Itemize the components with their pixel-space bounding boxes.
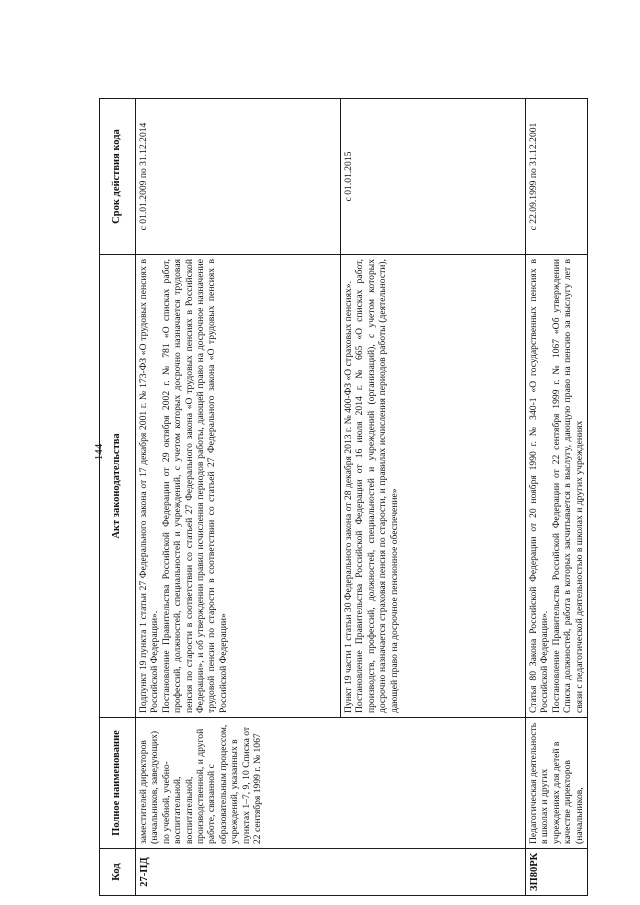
row-full-name: заместителей директоров (начальников, заведующих) по учебной, учебно-воспитательной, воспитательной, производственной, и другой работе, связанной с образовательным процессом, учреждений, указанных в пунктах 1–7, 9, 10 Списка от 22 сентября 1999 г. № 1067 [136,718,526,849]
row-full-name: Педагогическая деятельность в школах и других учреждениях для детей в качестве директоров (начальников, [526,718,588,849]
row-term: с 01.01.2009 по 31.12.2014 [136,99,341,255]
table-header-row [100,99,136,896]
row-term: с 01.01.2015 [341,99,526,255]
legislation-table [99,98,588,896]
table-row [136,99,341,896]
header-term: Срок действия кода [100,99,136,255]
row-code: 27-ПД [136,849,526,896]
act-paragraph: Статья 80 Закона Российской Федерации от 20 ноября 1990 г. № 340-1 «О государственных пенсиях в Российской Федерации». [528,259,551,713]
act-paragraph: Постановление Правительства Российской Федерации от 16 июля 2014 г. № 665 «О списках работ, производств, профессий, должностей, специальностей и учреждений (организаций), с учетом которых досрочно назначается страховая пенсия по старости, и правилах исчисления периодов работы (деятельности), дающей право на досрочное пенсионное обеспечение» [354,259,400,713]
page-number: 144 [93,443,105,461]
rotated-page [99,99,585,896]
header-code: Код [100,849,136,896]
row-code: ЗП80РК [526,849,588,896]
row-act [526,255,588,718]
rotated-content [99,99,585,896]
row-term: с 22.09.1999 по 31.12.2001 [526,99,588,255]
act-paragraph: Постановление Правительства Российской Федерации от 22 сентября 1999 г. № 1067 «Об утверждении Списка должностей, работа в которых засчитывается в выслугу, дающую право на пенсию за выслугу лет в связи с педагогической деятельностью в школах и других учреждениях [550,259,585,713]
act-paragraph: Пункт 19 части 1 статьи 30 Федерального закона от 28 декабря 2013 г. № 400-ФЗ «О страховых пенсиях». [343,281,354,713]
act-paragraph: Подпункт 19 пункта 1 статьи 27 Федерального закона от 17 декабря 2001 г. № 173-ФЗ «О трудовых пенсиях в Российской Федерации». [138,259,161,713]
header-act: Акт законодательства [100,255,136,718]
row-act [341,255,526,718]
header-full-name: Полное наименование [100,718,136,849]
table-row [526,99,588,896]
row-act [136,255,341,718]
act-paragraph: Постановление Правительства Российской Федерации от 29 октября 2002 г. № 781 «О списках работ, профессий, должностей, специальностей и учреждений, с учетом которых досрочно назначается трудовая пенсия по старости в соответствии со статьей 27 Федерального закона «О трудовых пенсиях в Российской Федерации», и об утверждении правил исчисления периодов работы, дающей право на досрочное назначение трудовой пенсии по старости в соответствии со статьей 27 Федерального закона «О трудовых пенсиях в Российской Федерации» [160,259,229,713]
